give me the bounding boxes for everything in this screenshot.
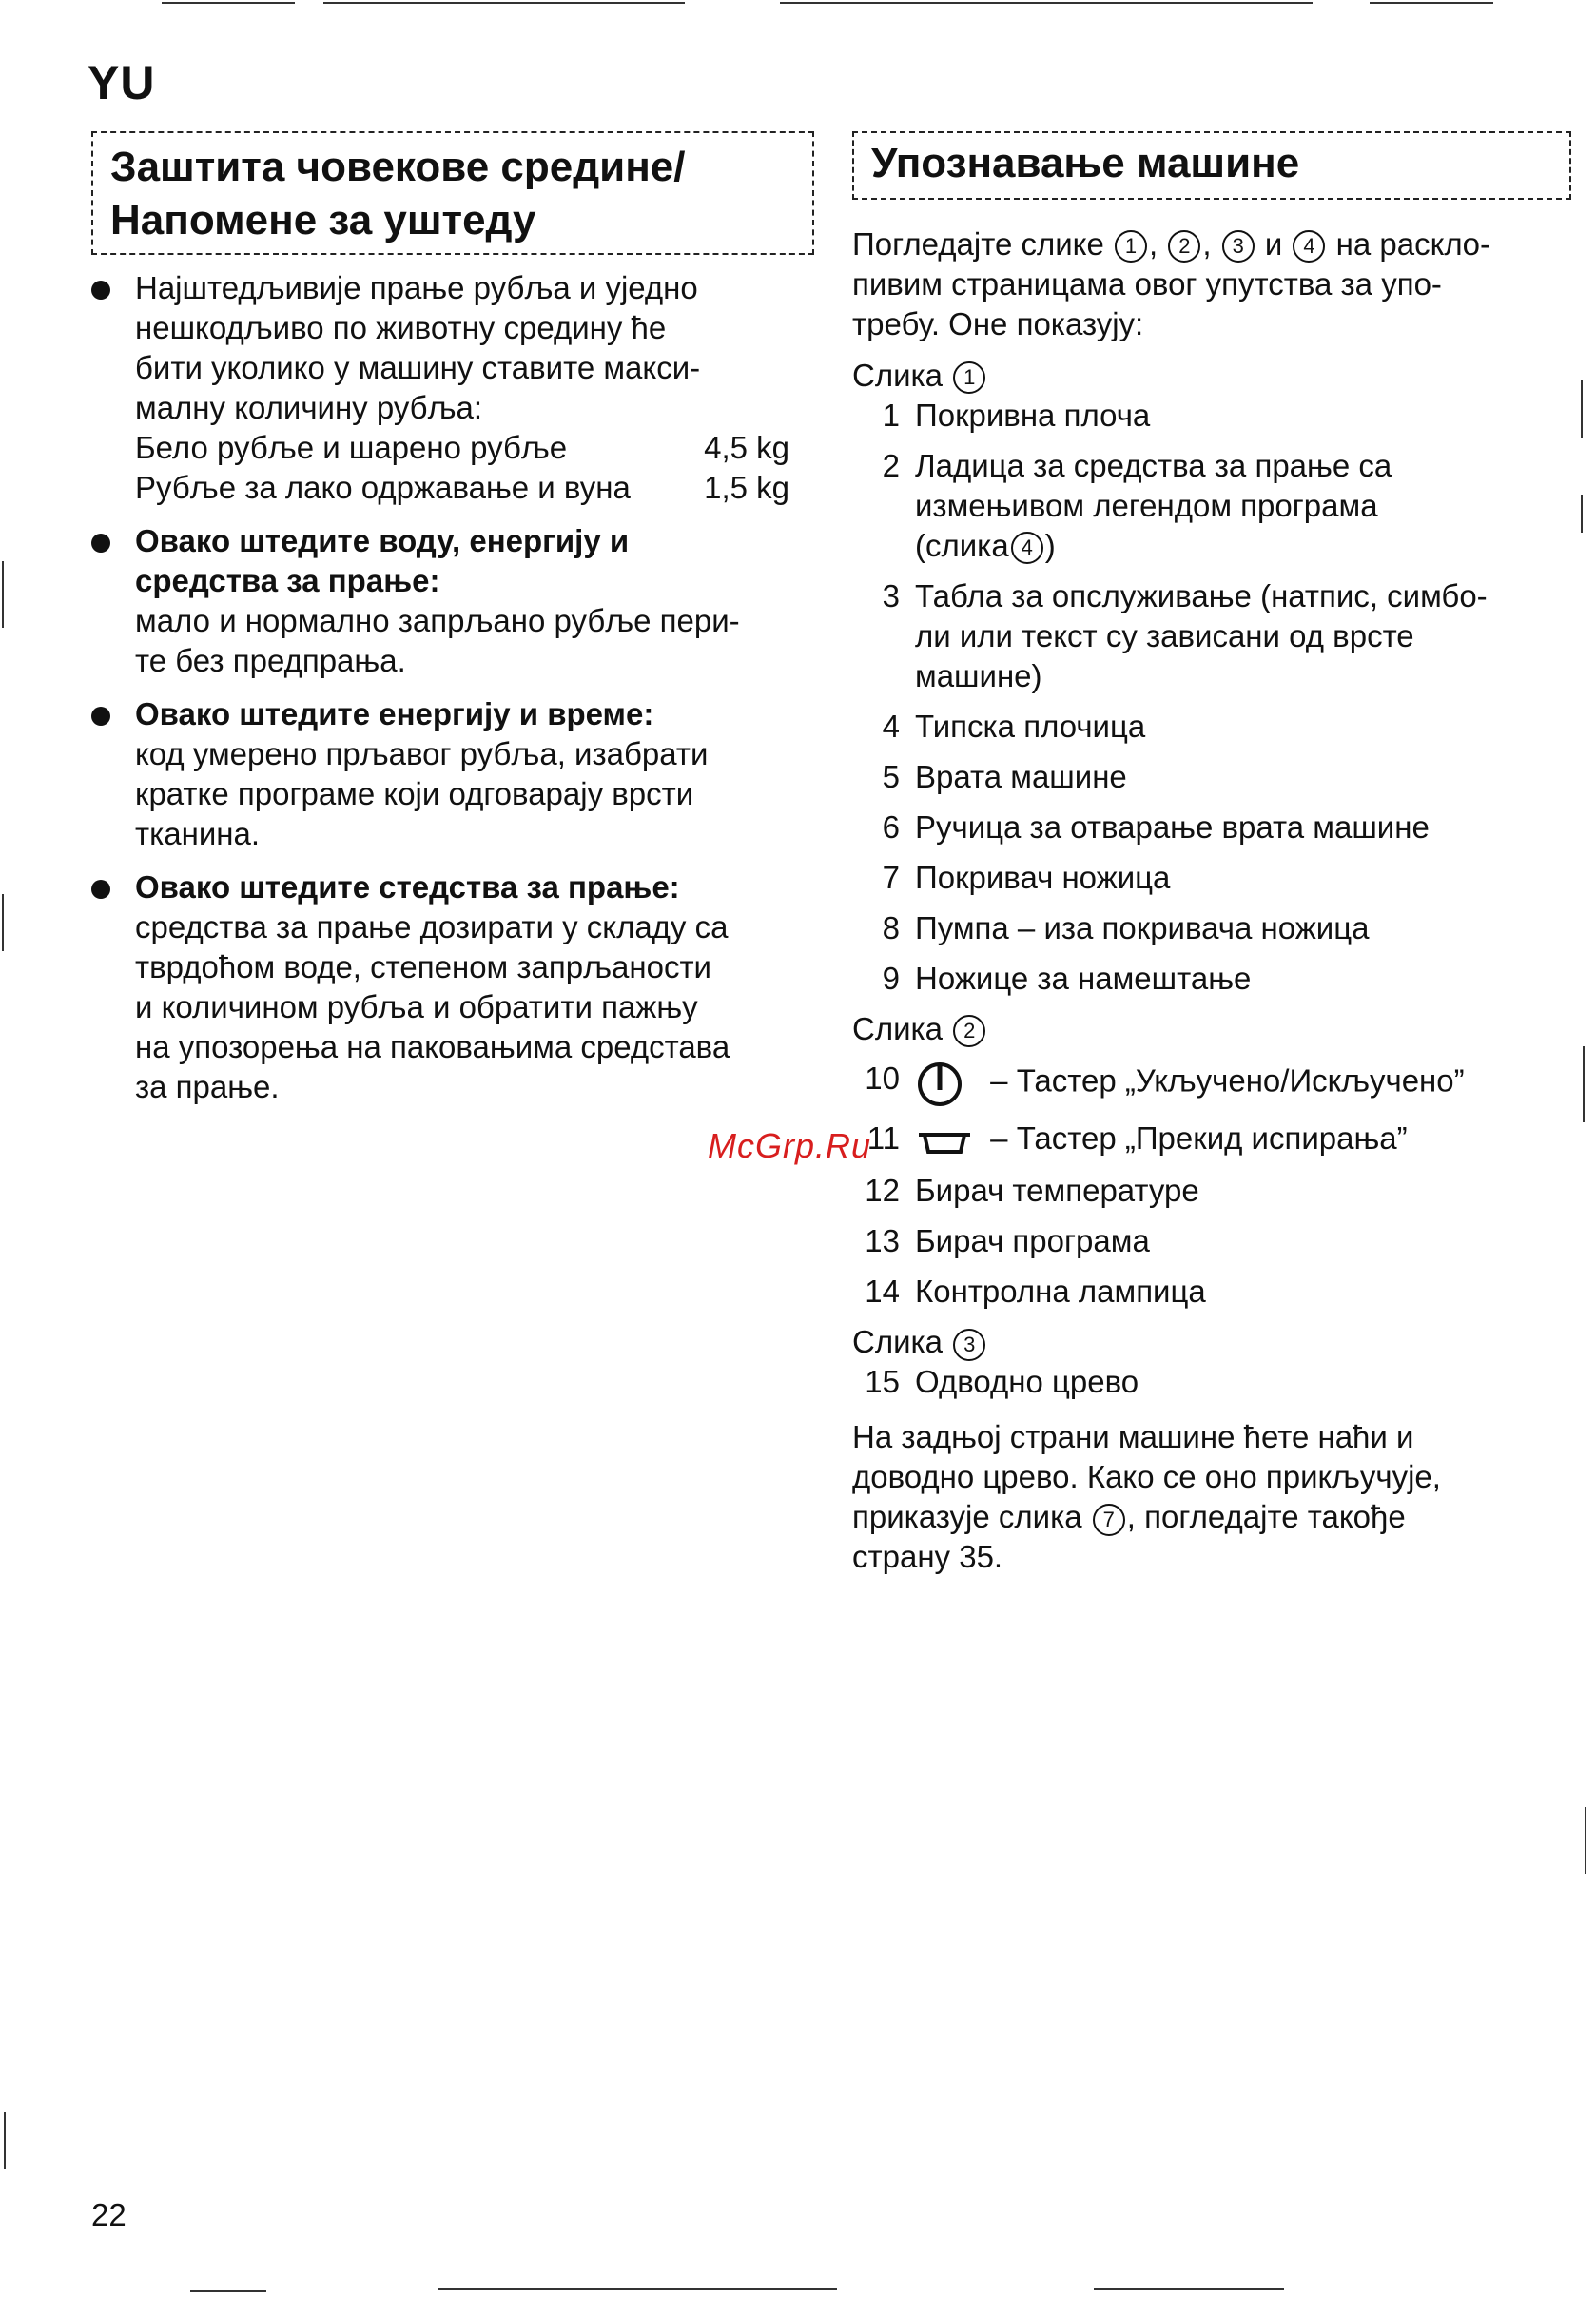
- list-item: [852, 858, 1556, 898]
- figure-ref-circle: 3: [1222, 230, 1255, 263]
- outro-text: , погледајте такође: [1126, 1499, 1406, 1535]
- item-number: 15: [865, 1364, 900, 1400]
- item-number: 6: [882, 809, 900, 845]
- bullet-dot: [91, 880, 110, 899]
- item-text-line: Табла за опслуживање (натпис, симбо-: [915, 578, 1488, 613]
- bullet-save-water: [88, 521, 789, 681]
- item-text: Бирач програма: [915, 1223, 1150, 1259]
- edge-line-bottom-3: [1094, 2288, 1284, 2290]
- item-text-line: ли или текст су зависани од врсте: [915, 618, 1414, 653]
- edge-line-right-2: [1581, 495, 1583, 533]
- item-text: Одводно црево: [915, 1364, 1139, 1400]
- list-item: [852, 808, 1556, 847]
- item-text-line: Ладица за средства за прање са: [915, 448, 1392, 483]
- intro-paragraph: [852, 224, 1556, 344]
- intro-line-3: требу. Оне показују:: [852, 306, 1144, 341]
- item-number: 14: [865, 1274, 900, 1310]
- environment-heading: [91, 131, 814, 255]
- list-item: [852, 707, 1556, 747]
- item-number: 8: [882, 910, 900, 945]
- list-item: [852, 576, 1556, 696]
- item-text-part: ): [1044, 528, 1056, 563]
- item-text-line: [915, 526, 1556, 566]
- environment-heading-line1: Заштита човекове средине/: [110, 144, 686, 190]
- figure-ref-circle: 4: [1011, 532, 1043, 564]
- bullet-text-line: нешкодљиво по животну средину ће: [135, 310, 667, 345]
- item-number: 12: [865, 1173, 900, 1209]
- figure-1-label: [852, 356, 1556, 396]
- outro-line: На задњој страни машине ћете наћи и: [852, 1419, 1414, 1455]
- item-number: 1: [882, 398, 900, 433]
- item-number: 7: [882, 860, 900, 895]
- list-item: [852, 908, 1556, 948]
- intro-text: Погледајте слике: [852, 226, 1104, 262]
- list-item: [852, 1059, 1556, 1108]
- bullet-title: Овако штедите воду, енергију и: [135, 523, 630, 558]
- item-number: 13: [865, 1223, 900, 1259]
- figure-number-circle: 1: [953, 361, 985, 394]
- page-number: 22: [91, 2197, 127, 2232]
- figure-2-label: [852, 1009, 1556, 1049]
- figure-ref-circle: 2: [1168, 230, 1200, 263]
- figure-ref-circle: 1: [1115, 230, 1147, 263]
- figure-number-circle: 3: [953, 1329, 985, 1361]
- list-item: [852, 757, 1556, 797]
- figure-label-text: Слика: [852, 1011, 944, 1046]
- outro-line: доводно црево. Како се оно прикључује,: [852, 1459, 1441, 1495]
- outro-text: приказује слика: [852, 1499, 1082, 1535]
- bullet-dot: [91, 534, 110, 553]
- bullet-text-line: Најштедљивије прање рубља и уједно: [135, 270, 698, 305]
- bullet-text-line: те без предпрања.: [135, 643, 406, 678]
- edge-line-left-3: [4, 2112, 6, 2169]
- bullet-text-line: на упозорења на паковањима средстава: [135, 1029, 730, 1064]
- load-value: 4,5 kg: [704, 430, 789, 465]
- right-column: [852, 224, 1556, 1577]
- edge-line-left-2: [2, 894, 4, 951]
- watermark: McGrp.Ru: [708, 1126, 872, 1165]
- load-row-easycare-wool: [135, 468, 789, 508]
- list-item: [852, 1221, 1556, 1261]
- figure-3-label: [852, 1322, 1556, 1362]
- item-text: [915, 446, 1556, 566]
- load-label: Рубље за лако одржавање и вуна: [135, 470, 631, 505]
- list-item: [852, 1171, 1556, 1211]
- intro-sep: ,: [1202, 226, 1212, 262]
- bullet-text-line: бити уколико у машину ставите макси-: [135, 350, 701, 385]
- bullet-title: средства за прање:: [135, 563, 440, 598]
- outro-paragraph: [852, 1417, 1556, 1577]
- bullet-text-line: мало и нормално запрљано рубље пери-: [135, 603, 740, 638]
- list-item: [852, 1119, 1556, 1160]
- item-text: Покривна плоча: [915, 398, 1151, 433]
- item-text: Ручица за отварање врата машине: [915, 809, 1430, 845]
- figure-label-text: Слика: [852, 1324, 944, 1360]
- list-item: [852, 959, 1556, 999]
- item-number: 5: [882, 759, 900, 794]
- figure-label-text: Слика: [852, 358, 944, 393]
- bullet-text-line: и количином рубља и обратити пажњу: [135, 989, 698, 1024]
- machine-overview-heading: [852, 131, 1571, 200]
- edge-line-right-4: [1585, 1807, 1586, 1874]
- figure-ref-circle: 4: [1293, 230, 1325, 263]
- item-number: 3: [882, 578, 900, 613]
- intro-text: и: [1264, 226, 1283, 262]
- left-column: [88, 268, 789, 1120]
- load-value: 1,5 kg: [704, 470, 789, 505]
- load-label: Бело рубље и шарено рубље: [135, 430, 568, 465]
- item-number: 4: [882, 709, 900, 744]
- bullet-text-line: тканина.: [135, 816, 261, 851]
- environment-heading-line2: Напомене за уштеду: [110, 197, 536, 243]
- item-text-part: – Тастер „Укључено/Искључено”: [990, 1062, 1465, 1099]
- item-text: Врата машине: [915, 759, 1127, 794]
- power-icon: [915, 1059, 982, 1108]
- item-text: Пумпа – иза покривача ножица: [915, 910, 1370, 945]
- bullet-dot: [91, 707, 110, 726]
- item-text: [915, 1059, 1556, 1108]
- intro-sep: ,: [1149, 226, 1158, 262]
- outro-line: страну 35.: [852, 1539, 1003, 1575]
- item-number: 10: [865, 1061, 900, 1096]
- edge-line-right-3: [1583, 1046, 1585, 1122]
- item-text-part: (слика: [915, 528, 1009, 563]
- edge-line-left-1: [2, 561, 4, 628]
- list-item: [852, 446, 1556, 566]
- bullet-text-line: тврдоћом воде, степеном запрљаности: [135, 949, 711, 984]
- bullet-text-line: кратке програме који одговарају врсти: [135, 776, 694, 811]
- bullet-text-line: малну количину рубља:: [135, 390, 483, 425]
- bullet-text-line: средства за прање дозирати у складу са: [135, 909, 729, 944]
- item-text: Ножице за намештање: [915, 961, 1252, 996]
- language-code: YU: [88, 56, 156, 109]
- bullet-save-time: [88, 694, 789, 854]
- item-text: [915, 576, 1556, 696]
- rinse-hold-icon: [915, 1120, 982, 1160]
- item-number: 2: [882, 448, 900, 483]
- figure-ref-circle: 7: [1093, 1504, 1125, 1536]
- item-text: [915, 1119, 1556, 1160]
- intro-text: на расклo-: [1335, 226, 1490, 262]
- item-number: 9: [882, 961, 900, 996]
- edge-line-right-1: [1581, 380, 1583, 438]
- edge-line-bottom-2: [438, 2288, 837, 2290]
- list-item: [852, 1362, 1556, 1402]
- bullet-title: Овако штедите стедства за прање:: [135, 869, 680, 905]
- outro-line: [852, 1497, 1556, 1537]
- machine-overview-heading-text: Упознавање машине: [871, 140, 1300, 186]
- bullet-full-load: [88, 268, 789, 508]
- item-text: Типска плочица: [915, 709, 1146, 744]
- edge-line-top-3: [780, 2, 1313, 4]
- item-text-line: измењивом легендом програма: [915, 488, 1378, 523]
- edge-line-top-1: [162, 2, 295, 4]
- item-text: Контролна лампица: [915, 1274, 1206, 1310]
- item-text-line: машине): [915, 658, 1042, 693]
- item-text-part: – Тастер „Прекид испирања”: [990, 1120, 1408, 1156]
- list-item: [852, 1272, 1556, 1312]
- bullet-text-line: код умерено прљавог рубља, изабрати: [135, 736, 709, 771]
- intro-line-1: [852, 224, 1556, 264]
- item-text: Покривач ножица: [915, 860, 1171, 895]
- load-row-white-colored: [135, 428, 789, 468]
- list-item: [852, 396, 1556, 436]
- bullet-dot: [91, 281, 110, 300]
- edge-line-bottom-1: [190, 2290, 266, 2292]
- item-text: Бирач температуре: [915, 1173, 1199, 1209]
- bullet-text-line: за прање.: [135, 1069, 280, 1104]
- edge-line-top-4: [1370, 2, 1493, 4]
- edge-line-top-2: [323, 2, 685, 4]
- item-number: 11: [866, 1120, 900, 1156]
- intro-line-2: пивим страницама овог упутства за упо-: [852, 266, 1442, 302]
- figure-number-circle: 2: [953, 1015, 985, 1047]
- bullet-save-detergent: [88, 867, 789, 1107]
- bullet-title: Овако штедите енергију и време:: [135, 696, 654, 731]
